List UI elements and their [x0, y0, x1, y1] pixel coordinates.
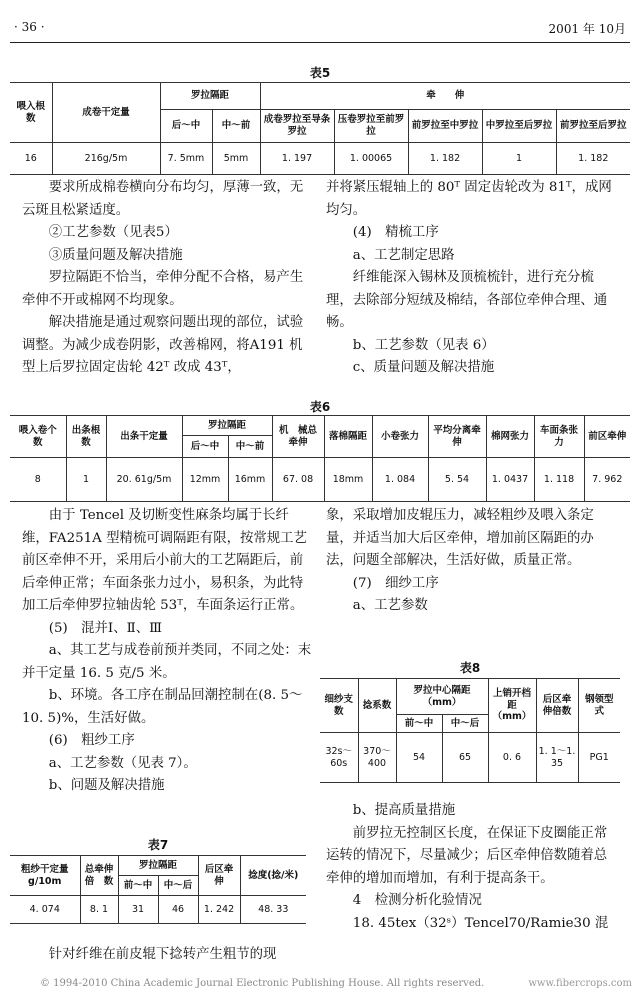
t5-cell: 5mm [212, 143, 260, 175]
t6-h-gauge-col: 后～中 [182, 436, 228, 458]
table-row [10, 896, 306, 924]
t6-h: 平均分离牵伸 [428, 416, 486, 458]
table-row [10, 458, 630, 502]
issue-date: 2001 年 10月 [548, 22, 626, 36]
paragraph: 纤维能深入锡林及顶梳梳针，进行充分梳理，去除部分短绒及棉结，各部位牵伸合理、通畅。 [326, 270, 608, 330]
t7-h: 粗纱干定量g/10m [10, 856, 80, 896]
t7-cell: 46 [158, 896, 198, 924]
t5-h-gauge-col: 后～中 [160, 110, 212, 143]
t6-h: 出条根数 [66, 416, 106, 458]
paragraph: 象，采取增加皮辊压力，减轻粗纱及喂入条定量，并适当加大后区牵伸，增加前区隔距的办法，问题全部解决，生活好做，质量正常。 [326, 508, 594, 568]
subheading: b、提高质量措施 [352, 803, 456, 818]
table7 [10, 855, 306, 924]
t6-cell: 7. 962 [584, 458, 630, 502]
section-heading: (4) 精梳工序 [352, 225, 439, 240]
paragraph: 针对纤维在前皮辊下捻转产生粗节的现 [48, 947, 277, 962]
t6-cell: 18mm [324, 458, 372, 502]
t6-cell: 12mm [182, 458, 228, 502]
watermark-url: www.fibercrops.com [528, 978, 632, 989]
t5-h-draft-col: 压卷罗拉至前罗拉 [334, 110, 408, 143]
t6-cell: 1. 084 [372, 458, 428, 502]
paragraph: 解决措施是通过观察问题出现的部位，试验调整。为减少成卷阴影，改善棉网，将A191 机型上后罗拉固定齿轮 42ᵀ 改成 43ᵀ， [22, 315, 304, 375]
t6-h: 喂入卷个 数 [10, 416, 66, 458]
t6-cell: 1. 0437 [486, 458, 534, 502]
table5-caption: 表5 [309, 66, 331, 80]
paragraph: 由于 Tencel 及切断变性麻条均属于长纤维，FA251A 型精梳可调隔距有限，按常规工艺前区牵伸不开，采用后小前大的工艺隔距后，前后牵伸正常；车面条张力过小，易积条，为此特加工后牵伸罗拉轴齿轮 53ᵀ，车面条运行正常。 [22, 508, 307, 613]
t6-cell: 16mm [228, 458, 272, 502]
t5-h-weight: 成卷干定量 [52, 83, 160, 143]
t6-h: 棉网张力 [486, 416, 534, 458]
t5-cell: 1. 182 [408, 143, 482, 175]
table-row [10, 143, 630, 175]
t6-h: 机 械总牵伸 [272, 416, 324, 458]
right-column-bottom [326, 800, 620, 935]
right-column-upper [326, 177, 620, 380]
t8-cell: 370～400 [358, 733, 396, 783]
t8-cell: 65 [442, 733, 488, 783]
t5-cell: 1. 197 [260, 143, 334, 175]
t5-h-feed: 喂入根数 [10, 83, 52, 143]
table8-caption: 表8 [459, 661, 481, 675]
table8 [320, 678, 620, 783]
left-column-tail [22, 944, 314, 967]
t8-cell: 1. 1～1. 35 [536, 733, 578, 783]
subheading: b、工艺参数（见表 6） [352, 337, 495, 353]
table5 [10, 82, 630, 175]
t6-cell: 1 [66, 458, 106, 502]
subheading: ③质量问题及解决措施 [48, 247, 183, 263]
header-rule [10, 42, 630, 43]
section-heading: 4 检测分析化验情况 [352, 893, 482, 908]
subheading: b、问题及解决措施 [48, 778, 165, 793]
t5-cell: 1. 00065 [334, 143, 408, 175]
table-row [320, 733, 620, 783]
t5-h-draft-col: 中罗拉至后罗拉 [482, 110, 556, 143]
table6 [10, 415, 630, 502]
t5-h-draft-col: 成卷罗拉至导条罗拉 [260, 110, 334, 143]
t7-h-gauge-col: 中～后 [158, 876, 198, 896]
t6-cell: 67. 08 [272, 458, 324, 502]
t6-h: 前区牵伸 [584, 416, 630, 458]
section-heading: (5) 混并Ⅰ、Ⅱ、Ⅲ [48, 620, 163, 636]
t5-h-draft: 牵 伸 [260, 83, 630, 110]
t8-h-gauge-col: 中～后 [442, 715, 488, 733]
t6-h: 落棉隔距 [324, 416, 372, 458]
t5-cell: 1 [482, 143, 556, 175]
paragraph: 罗拉隔距不恰当，牵伸分配不合格，易产生牵伸不开或棉网不均现象。 [22, 270, 304, 308]
t5-cell: 7. 5mm [160, 143, 212, 175]
t7-cell: 31 [118, 896, 158, 924]
t8-h-gauge: 罗拉中心隔距（mm） [396, 679, 488, 715]
t7-cell: 8. 1 [80, 896, 118, 924]
t6-h: 车面条张力 [534, 416, 584, 458]
t8-cell: PG1 [578, 733, 620, 783]
t6-h-gauge: 罗拉隔距 [182, 416, 272, 436]
subheading: a、工艺制定思路 [352, 247, 455, 263]
t5-h-draft-col: 前罗拉至中罗拉 [408, 110, 482, 143]
page-number: · 36 · [14, 20, 45, 34]
table7-caption: 表7 [147, 838, 169, 852]
table6-caption: 表6 [309, 400, 331, 414]
t7-cell: 1. 242 [198, 896, 240, 924]
t7-h: 捻度(捻/米) [240, 856, 306, 896]
t8-cell: 0. 6 [488, 733, 536, 783]
t8-h: 钢领型式 [578, 679, 620, 733]
section-heading: (6) 粗纱工序 [48, 733, 135, 748]
left-column-lower [22, 505, 314, 798]
t5-cell: 16 [10, 143, 52, 175]
paragraph: 前罗拉无控制区长度，在保证下皮圈能正常运转的情况下，尽量减少；后区牵伸倍数随着总牵伸的增加而增加，有利于提高条干。 [326, 825, 608, 886]
copyright-notice: © 1994-2010 China Academic Journal Electronic Publishing House. All rights reserved. [40, 978, 485, 989]
t6-cell: 5. 54 [428, 458, 486, 502]
t5-h-gauge: 罗拉隔距 [160, 83, 260, 110]
t8-h: 捻系数 [358, 679, 396, 733]
t7-h: 后区牵伸 [198, 856, 240, 896]
right-column-lower [326, 505, 620, 618]
paragraph: 18. 45tex（32ˢ）Tencel70/Ramie30 混 [352, 915, 609, 931]
t8-h: 后区牵伸倍数 [536, 679, 578, 733]
t8-cell: 54 [396, 733, 442, 783]
paragraph: 并将紧压辊轴上的 80ᵀ 固定齿轮改为 81ᵀ，成网均匀。 [326, 180, 612, 218]
t5-h-draft-col: 前罗拉至后罗拉 [556, 110, 630, 143]
subheading: a、工艺参数 [352, 598, 428, 613]
left-column-upper [22, 177, 314, 380]
t6-cell: 20. 61g/5m [106, 458, 182, 502]
t7-h-gauge-col: 前～中 [118, 876, 158, 896]
t7-cell: 48. 33 [240, 896, 306, 924]
t7-h: 总牵伸倍 数 [80, 856, 118, 896]
t8-h: 细纱支数 [320, 679, 358, 733]
t8-cell: 32s～60s [320, 733, 358, 783]
subheading: ②工艺参数（见表5） [48, 225, 178, 240]
t6-cell: 8 [10, 458, 66, 502]
t5-cell: 1. 182 [556, 143, 630, 175]
t5-cell: 216g/5m [52, 143, 160, 175]
t7-h-gauge: 罗拉隔距 [118, 856, 198, 876]
t5-h-gauge-col: 中～前 [212, 110, 260, 143]
paragraph: a、其工艺与成卷前预并类同，不同之处：末并干定量 16. 5 克/5 米。 [22, 643, 312, 681]
t6-h: 出条干定量 [106, 416, 182, 458]
subheading: a、工艺参数（见表 7）。 [48, 755, 197, 771]
t6-cell: 1. 118 [534, 458, 584, 502]
paragraph: 要求所成棉卷横向分布均匀，厚薄一致，无云斑且松紧适度。 [22, 180, 304, 218]
subheading: c、质量问题及解决措施 [352, 360, 495, 375]
t6-h-gauge-col: 中～前 [228, 436, 272, 458]
section-heading: (7) 细纱工序 [352, 575, 439, 591]
t6-h: 小卷张力 [372, 416, 428, 458]
paragraph: b、环境。各工序在制品回潮控制在(8. 5～ 10. 5)%，生活好做。 [22, 688, 303, 726]
t8-h-gauge-col: 前～中 [396, 715, 442, 733]
t7-cell: 4. 074 [10, 896, 80, 924]
t8-h: 上销开档距（mm） [488, 679, 536, 733]
